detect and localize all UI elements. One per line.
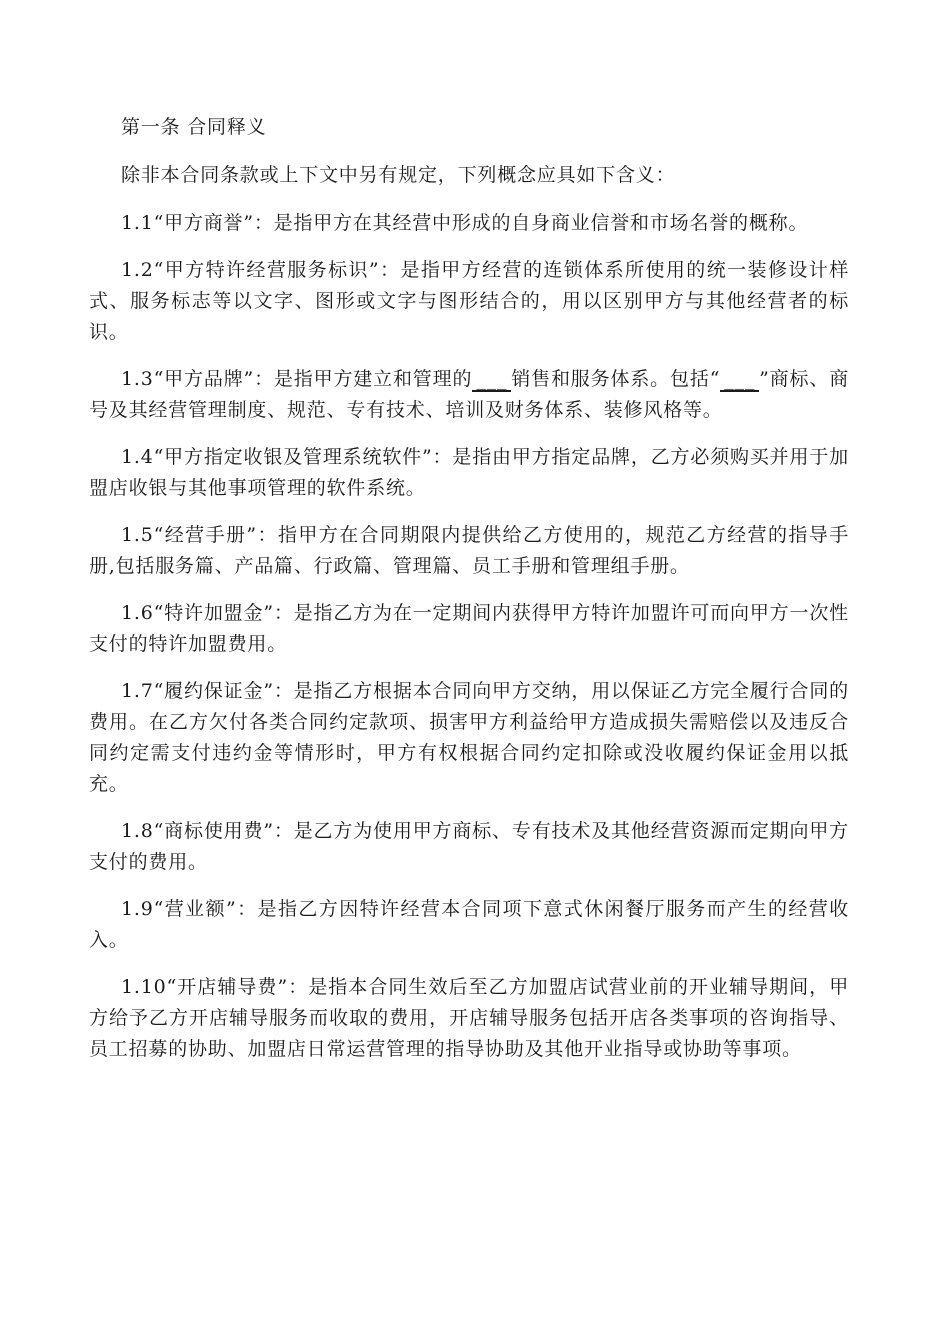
article-heading: 第一条 合同释义 (121, 116, 267, 138)
definition-1-4: 1.4“甲方指定收银及管理系统软件”：是指由甲方指定品牌，乙方必须购买并用于加盟店收银与其他事项管理的软件系统。 (89, 446, 849, 499)
definition-1-3-part-a: 1.3“甲方品牌”：是指甲方建立和管理的 (121, 368, 473, 390)
fill-in-blank: ___ (720, 369, 759, 392)
definition-1-7: 1.7“履约保证金”：是指乙方根据本合同向甲方交纳，用以保证乙方完全履行合同的费用。在乙方欠付各类合同约定款项、损害甲方利益给甲方造成损失需赔偿以及违反合同约定需支付违约金等情形时，甲方有权根据合同约定扣除或没收履约保证金用以抵充。 (89, 680, 849, 795)
document-body (89, 112, 849, 1081)
definition-1-2: 1.2“甲方特许经营服务标识”：是指甲方经营的连锁体系所使用的统一装修设计样式、服务标志等以文字、图形或文字与图形结合的，用以区别甲方与其他经营者的标识。 (89, 259, 849, 343)
definition-1-3-part-c: ”商标、商号及其经营管理制度、规范、专有技术、培训及财务体系、装修风格等。 (89, 368, 850, 421)
definition-1-10: 1.10“开店辅导费”：是指本合同生效后至乙方加盟店试营业前的开业辅导期间，甲方给予乙方开店辅导服务而收取的费用，开店辅导服务包括开店各类事项的咨询指导、员工招募的协助、加盟店日常运营管理的指导协助及其他开业指导或协助等事项。 (89, 976, 849, 1060)
definition-1-3-part-b: 销售和服务体系。包括“ (511, 368, 721, 390)
fill-in-blank: ___ (472, 369, 511, 392)
definition-1-6: 1.6“特许加盟金”：是指乙方为在一定期间内获得甲方特许加盟许可而向甲方一次性支付的特许加盟费用。 (89, 602, 849, 655)
definition-1-1: 1.1“甲方商誉”：是指甲方在其经营中形成的自身商业信誉和市场名誉的概称。 (121, 212, 809, 234)
definition-1-3 (89, 364, 849, 426)
definition-1-8: 1.8“商标使用费”：是乙方为使用甲方商标、专有技术及其他经营资源而定期向甲方支付的费用。 (89, 820, 849, 873)
definition-1-5: 1.5“经营手册”：指甲方在合同期限内提供给乙方使用的，规范乙方经营的指导手册,包括服务篇、产品篇、行政篇、管理篇、员工手册和管理组手册。 (89, 524, 849, 577)
intro-paragraph: 除非本合同条款或上下文中另有规定，下列概念应具如下含义： (121, 164, 676, 186)
definition-1-9: 1.9“营业额”：是指乙方因特许经营本合同项下意式休闲餐厅服务而产生的经营收入。 (89, 898, 849, 951)
